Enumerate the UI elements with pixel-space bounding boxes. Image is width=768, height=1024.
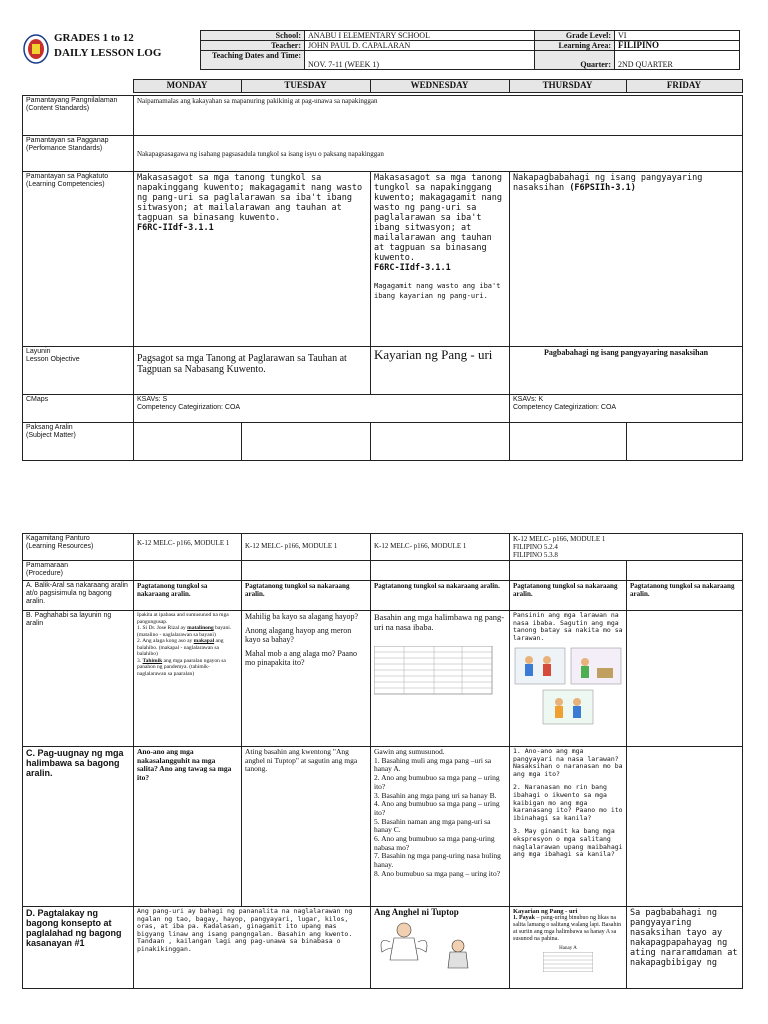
discussion-wed-payak: 1. Payak [513,915,536,921]
procedure-thu [510,561,627,581]
row-objective-weaving [23,611,743,747]
connection-fri [627,747,743,907]
connection-wed [371,747,510,907]
weaving-tue-2: Anong alagang hayop ang meron kayo sa bahay? [245,626,352,644]
connection-thu [510,747,627,907]
discussion-thu: Sa pagbabahagi ng pangyayaring nasaksihan tayo ay nakapagpapahayag ng ating nararamdaman at nakapagbibigay ng [627,907,743,989]
competency-wed-text: Makasasagot sa mga tanong tungkol sa napakinggang kuwento; makagagamit nang wasto ng pang-uri sa paglalarawan sa iba't ibang sitwasyon; at mailalarawan ang tauhan at tagpuan sa binasang kuwento. [374,173,502,263]
row-competencies [23,172,743,347]
row-performance-standards [23,136,743,172]
discussion-wed-p1-text: – pang-uring binubuo ng likas na salita lamang o salitang walang lapi. Basahin at suriin ang mga halimbawa sa hanay A sa susunod na pahina. [513,915,622,942]
objective-thu: Pagbabahagi ng isang pangyayaring nasaksihan [510,347,743,395]
weaving-mon-2u: makapal [193,638,215,644]
connection-wed-2: 2. Ano ang bumubuo sa mga pang – uring ito? [374,773,500,791]
subject-mon [134,423,242,461]
objective-wed: Kayarian ng Pang - uri [371,347,510,395]
resources-thu-3: FILIPINO 5.3.8 [513,551,558,559]
procedure-tue [242,561,371,581]
competency-wed-code: F6RC-IIdf-3.1.1 [374,263,451,273]
connection-thu-2: 2. Naranasan mo rin bang ibahagi o ikwento sa mga kaibigan mo ang mga karanasang ito? Paano mo ito ibinahagi sa kanila? [513,783,623,822]
discussion-tue [371,907,510,989]
objective-mon-tue: Pagsagot sa mga Tanong at Paglarawan sa Tauhan at Tagpuan sa Nabasang Kuwento. [134,347,371,395]
weaving-mon-intro: Ipakita at ipabasa and sumusunod na mga pangungusap. [137,612,229,625]
resources-mon: K-12 MELC- p166, MODULE 1 [134,534,242,561]
school-label: School: [201,31,305,41]
weaving-mon-2a: 2. Ang alaga kong aso ay [137,638,193,644]
weaving-thu [510,611,627,747]
subject-thu [510,423,627,461]
content-standards-text: Naipamamalas ang kakayahan sa mapanuring pakikinig at pag-unawa sa napakinggan [134,96,743,136]
resources-sub-text: (Learning Resources) [26,543,94,550]
competency-thu-code: (F6PSIIh-3.1) [569,183,636,193]
procedure-label-text: Pamamaraan [26,562,69,569]
connection-wed-3: 3. Basahin ang mga pang uri sa hanay B. [374,790,497,800]
teacher-value: JOHN PAUL D. CAPALARAN [305,41,535,51]
competency-label-text: Pamantayan sa Pagkatuto [26,173,109,180]
weaving-mon [134,611,242,747]
performance-sub-text: (Perfomance Standards) [26,145,103,152]
weaving-mon-3a: 3. [137,657,142,664]
weaving-tue-3: Mahal mob a ang alaga mo? Paano mo pinapakita ito? [245,649,357,667]
row-subject-matter [23,423,743,461]
content-standards-label [23,96,134,136]
subject-fri [627,423,743,461]
review-wed: Pagtatanong tungkol sa nakaraang aralin. [371,581,510,611]
resources-label-text: Kagamitang Panturo [26,535,90,542]
competency-thu-text: Nakapagbabahagi ng isang pangyayaring nasaksihan [513,173,703,193]
day-wednesday: WEDNESDAY [370,80,509,93]
weaving-mon-1a: 1. Si Dr. Jose Rizal ay [137,625,186,631]
objective-label [23,347,134,395]
day-tuesday: TUESDAY [241,80,370,93]
grade-value: VI [615,31,740,41]
cmaps-label: CMaps [23,395,134,423]
quarter-label: Quarter: [535,51,615,70]
connection-wed-8: 8. Ano bumubuo sa mga pang – uring ito? [374,868,501,878]
competency-mon-tue-text: Makasasagot sa mga tanong tungkol sa napakinggang kuwento; makagagamit nang wasto ng pang-uri sa paglalarawan sa iba't ibang sitwasyon; at mailalarawan ang tauhan at tagpuan sa binasang kuwento. [137,173,363,223]
connection-thu-1: 1. Ano-ano ang mga pangyayari na nasa larawan? Nasaksihan o naranasan mo ba ang mga ito? [513,747,623,778]
competency-mon-tue-code: F6RC-IIdf-3.1.1 [137,223,214,233]
form-title-dll: DAILY LESSON LOG [54,47,162,59]
discussion-label: D. Pagtalakay ng bagong konsepto at paglalahad ng bagong kasanayan #1 [23,907,134,989]
weaving-wed-text: Basahin ang mga halimbawa ng pang-uri na nasa ibaba. [374,612,505,632]
performance-label-text: Pamantayan sa Pagganap [26,137,109,144]
weaving-mon-3b: ang mga paaralan ngayon sa panahon ng pandemya. (tahimik-naglalarawan sa paaralan) [137,657,226,677]
content-sub-text: (Content Standards) [26,105,90,112]
days-corner [22,80,133,93]
procedure-label [23,561,134,581]
weaving-wed [371,611,510,747]
weaving-mon-2 [137,638,238,658]
performance-label [23,136,134,172]
review-thu: Pagtatanong tungkol sa nakaraang aralin. [510,581,627,611]
weaving-mon-3u: Tahimik [142,657,163,664]
pang-uri-examples-table-image [374,646,494,696]
procedure-sub-text: (Procedure) [26,570,63,577]
form-title-grades: GRADES 1 to 12 [54,32,134,44]
connection-wed-5: 5. Basahin naman ang mga pang-uri sa hanay C. [374,816,491,835]
header-info-table [200,30,740,70]
subject-label-text: Paksang Aralin [26,424,73,431]
connection-wed-1: 1. Basahing muli ang mga pang –uri sa hanay A. [374,755,492,774]
resources-thu-1: K-12 MELC- p166, MODULE 1 [513,535,606,543]
quarter-value: 2ND QUARTER [615,51,740,70]
competency-thu [510,172,743,347]
weaving-thu-text: Pansinin ang mga larawan na nasa ibaba. Sagutin ang mga tanong batay sa nakita mo sa larawan. [513,611,623,642]
content-label-text: Pamantayang Pangnilalaman [26,97,118,104]
competency-label [23,172,134,347]
area-value: FILIPINO [615,41,740,51]
row-discussion [23,907,743,989]
resources-thu [510,534,743,561]
weaving-fri [627,611,743,747]
connection-wed-0: Gawin ang sumusunod. [374,747,445,756]
objective-label-text: Layunin [26,348,51,355]
weaving-mon-1 [137,625,238,638]
cmaps-thu [510,395,743,423]
discussion-tue-title: Ang Anghel ni Tuptop [374,907,459,917]
connection-tue: Ating basahin ang kwentong "Ang anghel ni Tuptop" at sagutin ang mga tanong. [242,747,371,907]
subject-sub-text: (Subject Matter) [26,432,76,439]
deped-seal-icon [23,34,49,64]
discussion-mon: Ang pang-uri ay bahagi ng pananalita na naglalarawan ng ngalan ng tao, bagay, hayop, pangyayari, lugar, kilos, oras, at iba pa. Kadalasan, ginagamit ito upang mas bigyang linaw ang isang pangngalan. Basahin ang kwento. Tandaan , kailangan lagi ang pag-unawa sa binabasa o pinakikinggan. [134,907,371,989]
row-cmaps [23,395,743,423]
days-header [22,79,743,93]
connection-thu-3: 3. May ginamit ka bang mga ekspresyon o mga salitang naglalarawan upang maibahagi ang mga ibahagi sa kanila? [513,827,623,859]
row-review [23,581,743,611]
grade-label: Grade Level: [535,31,615,41]
resources-wed: K-12 MELC- p166, MODULE 1 [371,534,510,561]
day-thursday: THURSDAY [509,80,626,93]
cmaps-thu-ksav: KSAVs: K [513,396,544,403]
competency-wed [371,172,510,347]
subject-tue [242,423,371,461]
row-procedure [23,561,743,581]
procedure-wed [371,561,510,581]
review-label: A. Balik-Aral sa nakaraang aralin at/o pagsisimula ng bagong aralin. [23,581,134,611]
resources-thu-2: FILIPINO 5.2.4 [513,543,558,551]
cmaps-mon-ksav: KSAVs: S [137,396,168,403]
weaving-mon-3 [137,658,238,678]
review-fri: Pagtatanong tungkol sa nakaraang aralin. [627,581,743,611]
day-friday: FRIDAY [626,80,742,93]
row-connection [23,747,743,907]
procedure-mon [134,561,242,581]
discussion-wed-hanay: Hanay A [559,946,577,951]
cmaps-mon [134,395,510,423]
dates-value: NOV. 7-11 (WEEK 1) [305,51,535,70]
area-label: Learning Area: [535,41,615,51]
review-mon: Pagtatanong tungkol sa nakaraang aralin. [134,581,242,611]
resources-label [23,534,134,561]
discussion-wed [510,907,627,989]
competency-sub-text: (Learning Competencies) [26,181,105,188]
objective-sub-text: Lesson Objective [26,356,80,363]
row-objective [23,347,743,395]
row-content-standards [23,96,743,136]
connection-label: C. Pag-uugnay ng mga halimbawa sa bagong aralin. [23,747,134,907]
subject-wed [371,423,510,461]
discussion-wed-p1 [513,915,623,943]
hanay-a-table-image [543,952,593,972]
competency-mon-tue [134,172,371,347]
performance-text: Nakapagsasagawa ng isahang pagsasadula tungkol sa isang isyu o paksang napakinggan [134,136,743,172]
lesson-table-top [22,95,743,461]
school-value: ANABU I ELEMENTARY SCHOOL [305,31,535,41]
connection-wed-7: 7. Basahin ng mga pang-uring nasa huling hanay. [374,851,501,870]
review-tue: Pagtatanong tungkol sa nakaraang aralin. [242,581,371,611]
subject-label [23,423,134,461]
weaving-mon-1u: matalinong [187,625,214,631]
weaving-label: B. Paghahabi sa layunin ng aralin [23,611,134,747]
activity-pictures-image [513,646,623,726]
angel-story-illustration [374,916,494,972]
row-resources [23,534,743,561]
procedure-fri [627,561,743,581]
connection-mon: Ano-ano ang mga nakasalangguhit na mga salita? Ano ang tawag sa mga ito? [134,747,242,907]
teacher-label: Teacher: [201,41,305,51]
day-monday: MONDAY [133,80,241,93]
weaving-tue [242,611,371,747]
cmaps-thu-comp: Competency Categirization: COA [513,404,617,411]
connection-wed-6: 6. Ano ang bumubuo sa mga pang-uring nabasa mo? [374,834,495,852]
lesson-table-bottom [22,533,743,989]
competency-wed-extra: Magagamit nang wasto ang iba't ibang kayarian ng pang-uri. [374,282,501,300]
connection-wed-4: 4. Ano ang bumubuo sa mga pang – uring ito? [374,799,500,817]
weaving-mon-2b: ang balahibo. (makapal - naglalarawan sa balahibo) [137,638,224,657]
resources-tue: K-12 MELC- p166, MODULE 1 [242,534,371,561]
cmaps-mon-comp: Competency Categirization: COA [137,404,241,411]
dates-label: Teaching Dates and Time: [201,51,305,70]
weaving-tue-1: Mahilig ba kayo sa alagang hayop? [245,612,359,621]
discussion-wed-title: Kayarian ng Pang - uri [513,908,578,915]
weaving-mon-1b: bayani. (matalino - naglalarawan sa bayani) [137,625,232,638]
